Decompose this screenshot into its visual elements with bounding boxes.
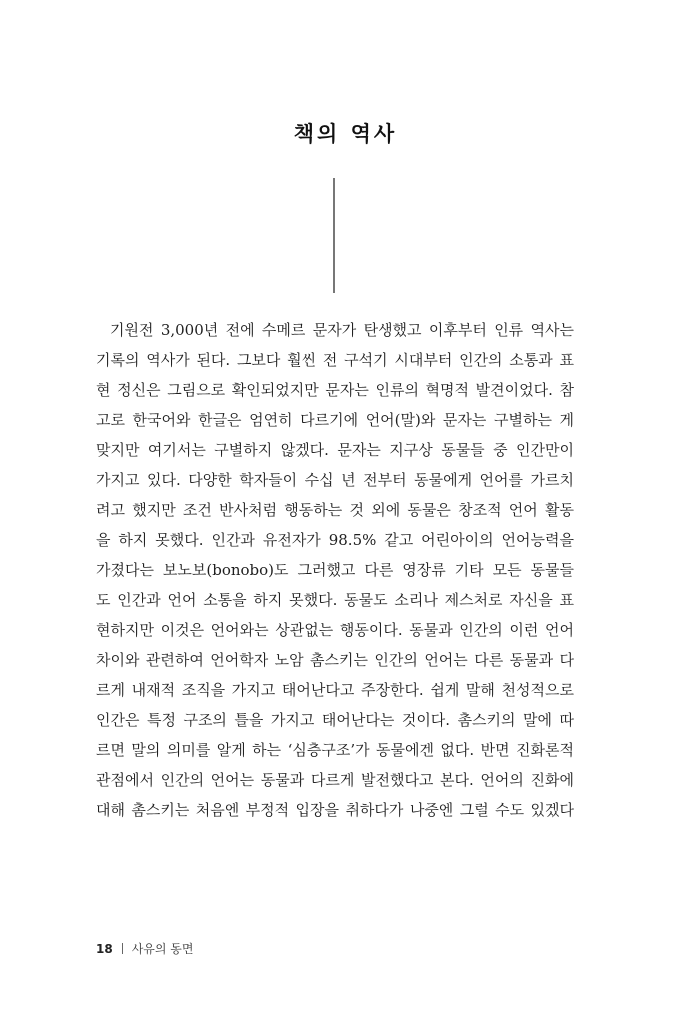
title-divider-line	[333, 178, 335, 293]
page-footer	[96, 940, 193, 957]
body-line: 기원전 3,000년 전에 수메르 문자가 탄생했고 이후부터 인류 역사는	[110, 321, 574, 339]
running-head: 사유의 동면	[131, 942, 194, 956]
body-line: 가졌다는 보노보(bonobo)도 그러했고 다른 영장류 기타 모든 동물들	[96, 561, 574, 579]
body-line: 을 하지 못했다. 인간과 유전자가 98.5% 같고 어린아이의 언어능력을	[96, 531, 574, 549]
body-line: 도 인간과 언어 소통을 하지 못했다. 동물도 소리나 제스처로 자신을 표	[96, 591, 574, 609]
body-line: 대해 촘스키는 처음엔 부정적 입장을 취하다가 나중엔 그럴 수도 있겠다	[96, 801, 574, 819]
body-line: 르면 말의 의미를 알게 하는 ‘심층구조’가 동물에겐 없다. 반면 진화론적	[96, 741, 574, 759]
body-line: 가지고 있다. 다양한 학자들이 수십 년 전부터 동물에게 언어를 가르치	[96, 471, 574, 489]
body-line: 인간은 특정 구조의 틀을 가지고 태어난다는 것이다. 촘스키의 말에 따	[96, 711, 574, 729]
body-line: 기록의 역사가 된다. 그보다 훨씬 전 구석기 시대부터 인간의 소통과 표	[96, 351, 574, 369]
body-line: 현하지만 이것은 언어와는 상관없는 행동이다. 동물과 인간의 이런 언어	[96, 621, 574, 639]
body-text	[96, 315, 574, 825]
footer-separator	[122, 943, 123, 954]
body-line: 려고 했지만 조건 반사처럼 행동하는 것 외에 동물은 창조적 언어 활동	[96, 501, 574, 519]
body-line: 차이와 관련하여 언어학자 노암 촘스키는 인간의 언어는 다른 동물과 다	[96, 651, 574, 669]
page-number: 18	[96, 941, 113, 956]
body-line: 맞지만 여기서는 구별하지 않겠다. 문자는 지구상 동물들 중 인간만이	[96, 441, 574, 459]
body-line: 관점에서 인간의 언어는 동물과 다르게 발전했다고 본다. 언어의 진화에	[96, 771, 574, 789]
body-line: 르게 내재적 조직을 가지고 태어난다고 주장한다. 쉽게 말해 천성적으로	[96, 681, 574, 699]
body-line: 고로 한국어와 한글은 엄연히 다르기에 언어(말)와 문자는 구별하는 게	[96, 411, 574, 429]
chapter-title: 책의 역사	[293, 122, 398, 146]
body-line: 현 정신은 그림으로 확인되었지만 문자는 인류의 혁명적 발견이었다. 참	[96, 381, 574, 399]
